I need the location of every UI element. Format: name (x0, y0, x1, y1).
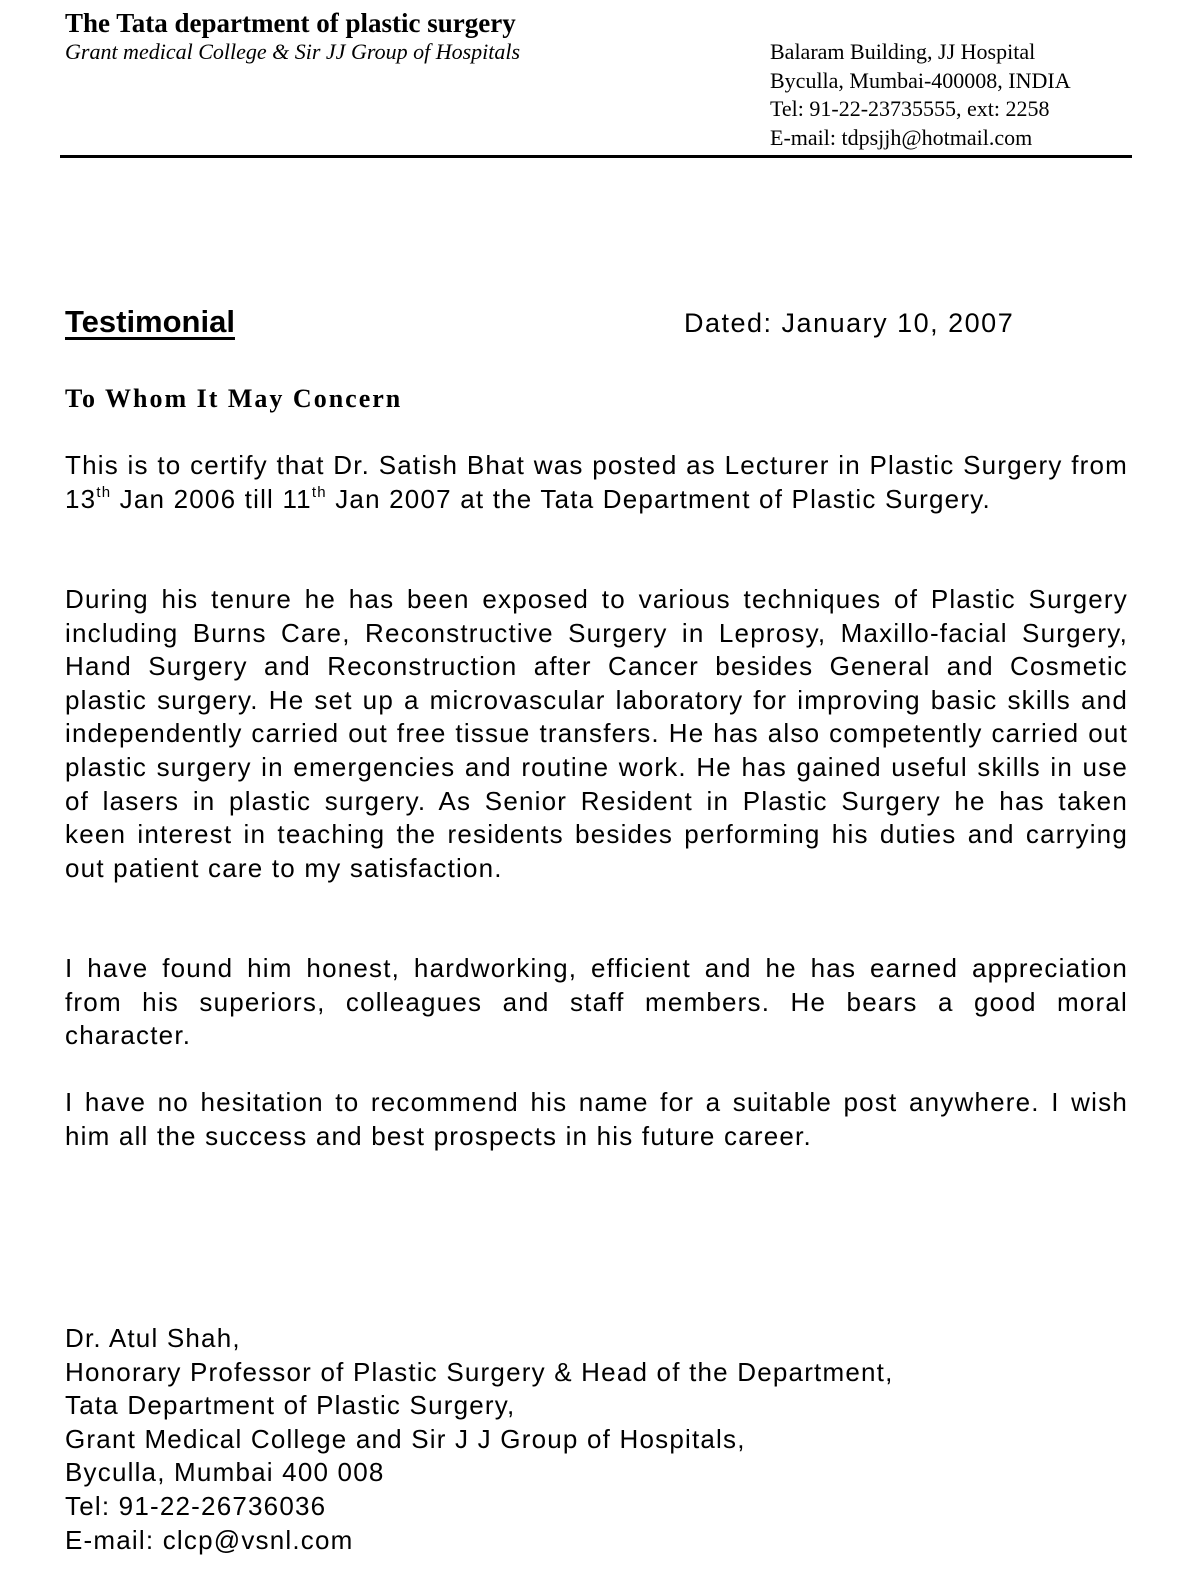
paragraph-text: Jan 2007 at the Tata Department of Plastic Surgery. (326, 483, 991, 514)
salutation: To Whom It May Concern (65, 384, 403, 413)
letterhead-divider (60, 155, 1132, 158)
paragraph-text: This is to certify that Dr. Satish Bhat was posted as Lecturer in Plastic Surgery from 13 (65, 450, 1128, 514)
signature-block (65, 1322, 894, 1557)
paragraph-text: Jan 2006 till 11 (111, 483, 312, 514)
letterhead-title: The Tata department of plastic surgery (65, 8, 516, 38)
letterhead-address (770, 38, 1071, 152)
address-line: Tel: 91-22-23735555, ext: 2258 (770, 96, 1050, 121)
paragraph-certification (65, 449, 1128, 516)
signature-line: Byculla, Mumbai 400 008 (65, 1457, 385, 1488)
signature-line: Tel: 91-22-26736036 (65, 1490, 327, 1521)
signature-line: E-mail: clcp@vsnl.com (65, 1524, 354, 1555)
letterhead-subtitle: Grant medical College & Sir JJ Group of Hospitals (65, 39, 521, 64)
signature-line: Tata Department of Plastic Surgery, (65, 1390, 516, 1421)
signature-line: Dr. Atul Shah, (65, 1323, 241, 1353)
document-heading: Testimonial (65, 304, 235, 339)
address-line: E-mail: tdpsjjh@hotmail.com (770, 124, 1033, 150)
ordinal-suffix: th (96, 483, 112, 501)
paragraph-tenure: During his tenure he has been exposed to various techniques of Plastic Surgery including Burns Care, Reconstructive Surgery in Leprosy, Maxillo-facial Surgery, Hand Surgery and Reconstruction after Cancer besides General and Cosmetic plastic surgery. He set up a microvascular laboratory for improving basic skills and independently carried out free tissue transfers. He has also competently carried out plastic surgery in emergencies and routine work. He has gained useful skills in use of lasers in plastic surgery. As Senior Resident in Plastic Surgery he has taken keen interest in teaching the residents besides performing his duties and carrying out patient care to my satisfaction. (65, 584, 1128, 883)
ordinal-suffix: th (311, 483, 327, 501)
paragraph-character: I have found him honest, hardworking, efficient and he has earned appreciation from his superiors, colleagues and staff members. He bears a good moral character. (65, 953, 1128, 1051)
signature-line: Grant Medical College and Sir J J Group of Hospitals, (65, 1423, 746, 1454)
signature-line: Honorary Professor of Plastic Surgery & Head of the Department, (65, 1356, 894, 1387)
address-line: Balaram Building, JJ Hospital (770, 39, 1036, 64)
paragraph-recommendation: I have no hesitation to recommend his name for a suitable post anywhere. I wish him all the success and best prospects in his future career. (65, 1087, 1128, 1151)
address-line: Byculla, Mumbai-400008, INDIA (770, 67, 1071, 93)
date-line: Dated: January 10, 2007 (684, 308, 1015, 338)
